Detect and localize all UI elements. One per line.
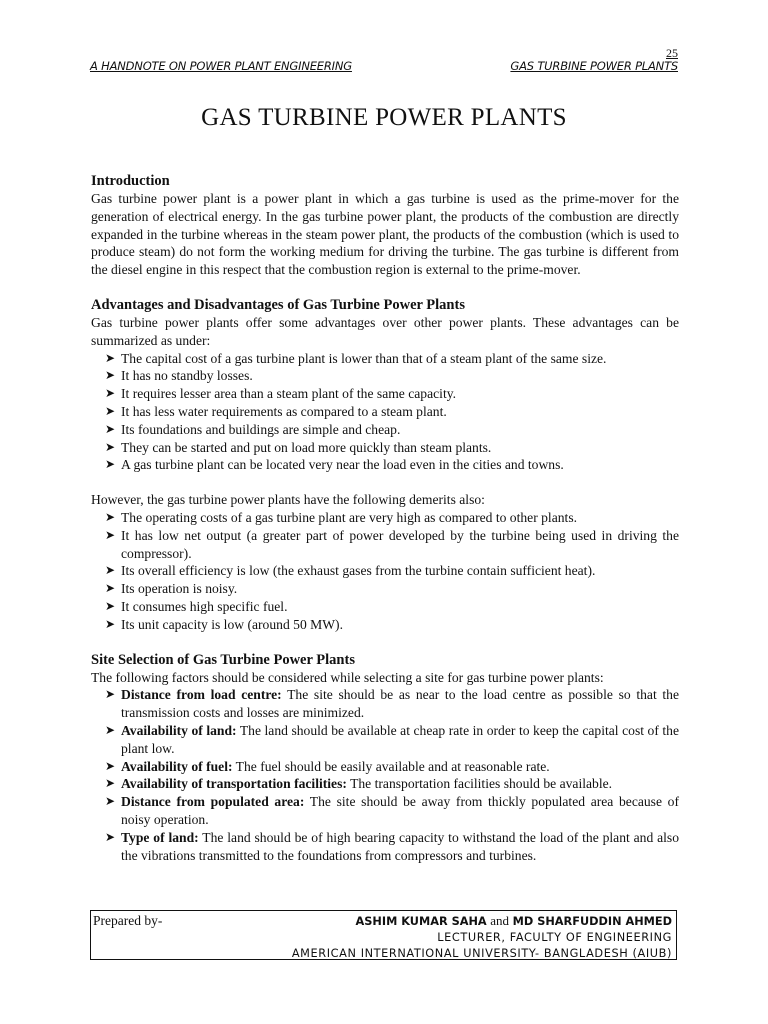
arrow-bullet-icon: ➤ — [105, 598, 116, 613]
advantages-section — [91, 296, 679, 474]
introduction-paragraph: Gas turbine power plant is a power plant in which a gas turbine is used as the prime-mover for the generation of electrical energy. In the gas turbine power plant, the products of the combustion are directly expanded in the turbine whereas in the steam power plant, the products of the combustion (which is used to produce steam) do not form the working medium for driving the turbine. The gas turbine is different from the diesel engine in this respect that the combustion region is external to the prime-mover. — [91, 191, 679, 278]
arrow-bullet-icon: ➤ — [105, 776, 116, 791]
list-item: ➤ Availability of fuel: The fuel should be easily available and at reasonable rate. — [105, 758, 550, 774]
advantages-heading: Advantages and Disadvantages of Gas Turbine Power Plants — [91, 296, 465, 313]
arrow-bullet-icon: ➤ — [105, 350, 116, 365]
arrow-bullet-icon: ➤ — [105, 527, 116, 542]
page-title: GAS TURBINE POWER PLANTS — [201, 104, 567, 131]
running-header — [90, 59, 678, 73]
list-item: ➤ Availability of transportation facilities: The transportation facilities should be available. — [105, 776, 613, 792]
list-item: ➤ The capital cost of a gas turbine plant is lower than that of a steam plant of the same size. — [105, 350, 607, 366]
arrow-bullet-icon: ➤ — [105, 829, 116, 844]
list-item: ➤ Availability of land: The land should be available at cheap rate in order to keep the capital cost of the plant low. — [105, 722, 679, 756]
site-selection-paragraph: The following factors should be considered while selecting a site for gas turbine power plants: — [91, 669, 604, 685]
arrow-bullet-icon: ➤ — [105, 616, 116, 631]
arrow-bullet-icon: ➤ — [105, 421, 116, 436]
list-item: ➤ Type of land: The land should be of high bearing capacity to withstand the load of the plant and also the vibrations transmitted to the foundations from compressors and turbines. — [105, 829, 679, 863]
list-item: ➤ Its unit capacity is low (around 50 MW). — [105, 616, 343, 632]
list-item: ➤ It has low net output (a greater part of power developed by the turbine being used in driving the compressor). — [105, 527, 679, 561]
page-number: 25 — [666, 46, 678, 60]
author-institution: AMERICAN INTERNATIONAL UNIVERSITY- BANGLADESH (AIUB) — [291, 947, 672, 960]
site-factors-list — [91, 686, 679, 864]
list-item: ➤ A gas turbine plant can be located very near the load even in the cities and towns. — [105, 457, 564, 473]
header-right: GAS TURBINE POWER PLANTS — [510, 59, 678, 73]
header-left: A HANDNOTE ON POWER PLANT ENGINEERING — [90, 59, 352, 73]
author-name: MD SHARFUDDIN AHMED — [512, 915, 672, 928]
list-item: ➤ It requires lesser area than a steam plant of the same capacity. — [105, 386, 457, 402]
list-item: ➤ Distance from populated area: The site should be away from thickly populated area because of noisy operation. — [105, 794, 679, 827]
arrow-bullet-icon: ➤ — [105, 758, 116, 773]
list-item: ➤ It consumes high specific fuel. — [105, 598, 288, 614]
arrow-bullet-icon: ➤ — [105, 386, 116, 401]
introduction-heading: Introduction — [91, 173, 170, 189]
arrow-bullet-icon: ➤ — [105, 581, 116, 596]
arrow-bullet-icon: ➤ — [105, 794, 116, 809]
list-item: ➤ It has less water requirements as compared to a steam plant. — [105, 403, 447, 419]
arrow-bullet-icon: ➤ — [105, 457, 116, 472]
document-body — [91, 172, 679, 864]
site-selection-heading: Site Selection of Gas Turbine Power Plants — [91, 651, 355, 668]
list-item: ➤ They can be started and put on load more quickly than steam plants. — [105, 439, 492, 455]
author-name: ASHIM KUMAR SAHA — [355, 915, 487, 928]
arrow-bullet-icon: ➤ — [105, 687, 116, 702]
list-item: ➤ Its operation is noisy. — [105, 581, 238, 597]
list-item: ➤ It has no standby losses. — [105, 368, 253, 384]
arrow-bullet-icon: ➤ — [105, 439, 116, 454]
authors-line — [292, 913, 672, 930]
prepared-by-label: Prepared by- — [93, 913, 163, 928]
arrow-bullet-icon: ➤ — [105, 403, 116, 418]
arrow-bullet-icon: ➤ — [105, 563, 116, 578]
author-block — [292, 913, 672, 962]
list-item: ➤ Distance from load centre: The site should be as near to the load centre as possible so that the transmission costs and losses are minimized. — [105, 687, 679, 721]
arrow-bullet-icon: ➤ — [105, 509, 116, 524]
advantages-list — [91, 350, 679, 475]
demerits-list — [91, 509, 679, 634]
advantages-paragraph: Gas turbine power plants offer some advantages over other power plants. These advantages can be summarized as under: — [91, 314, 679, 348]
introduction-section — [91, 172, 679, 279]
demerits-paragraph: However, the gas turbine power plants have the following demerits also: — [91, 492, 485, 508]
list-item: ➤ Its foundations and buildings are simple and cheap. — [105, 421, 401, 437]
site-selection-section — [91, 651, 679, 865]
demerits-section — [91, 491, 679, 633]
arrow-bullet-icon: ➤ — [105, 722, 116, 737]
list-item: ➤ The operating costs of a gas turbine plant are very high as compared to other plants. — [105, 509, 578, 525]
footer-box — [90, 910, 677, 960]
list-item: ➤ Its overall efficiency is low (the exhaust gases from the turbine contain sufficient heat). — [105, 563, 596, 579]
arrow-bullet-icon: ➤ — [105, 368, 116, 383]
author-position: LECTURER, FACULTY OF ENGINEERING — [437, 931, 672, 944]
author-conjunction: and — [490, 913, 510, 928]
